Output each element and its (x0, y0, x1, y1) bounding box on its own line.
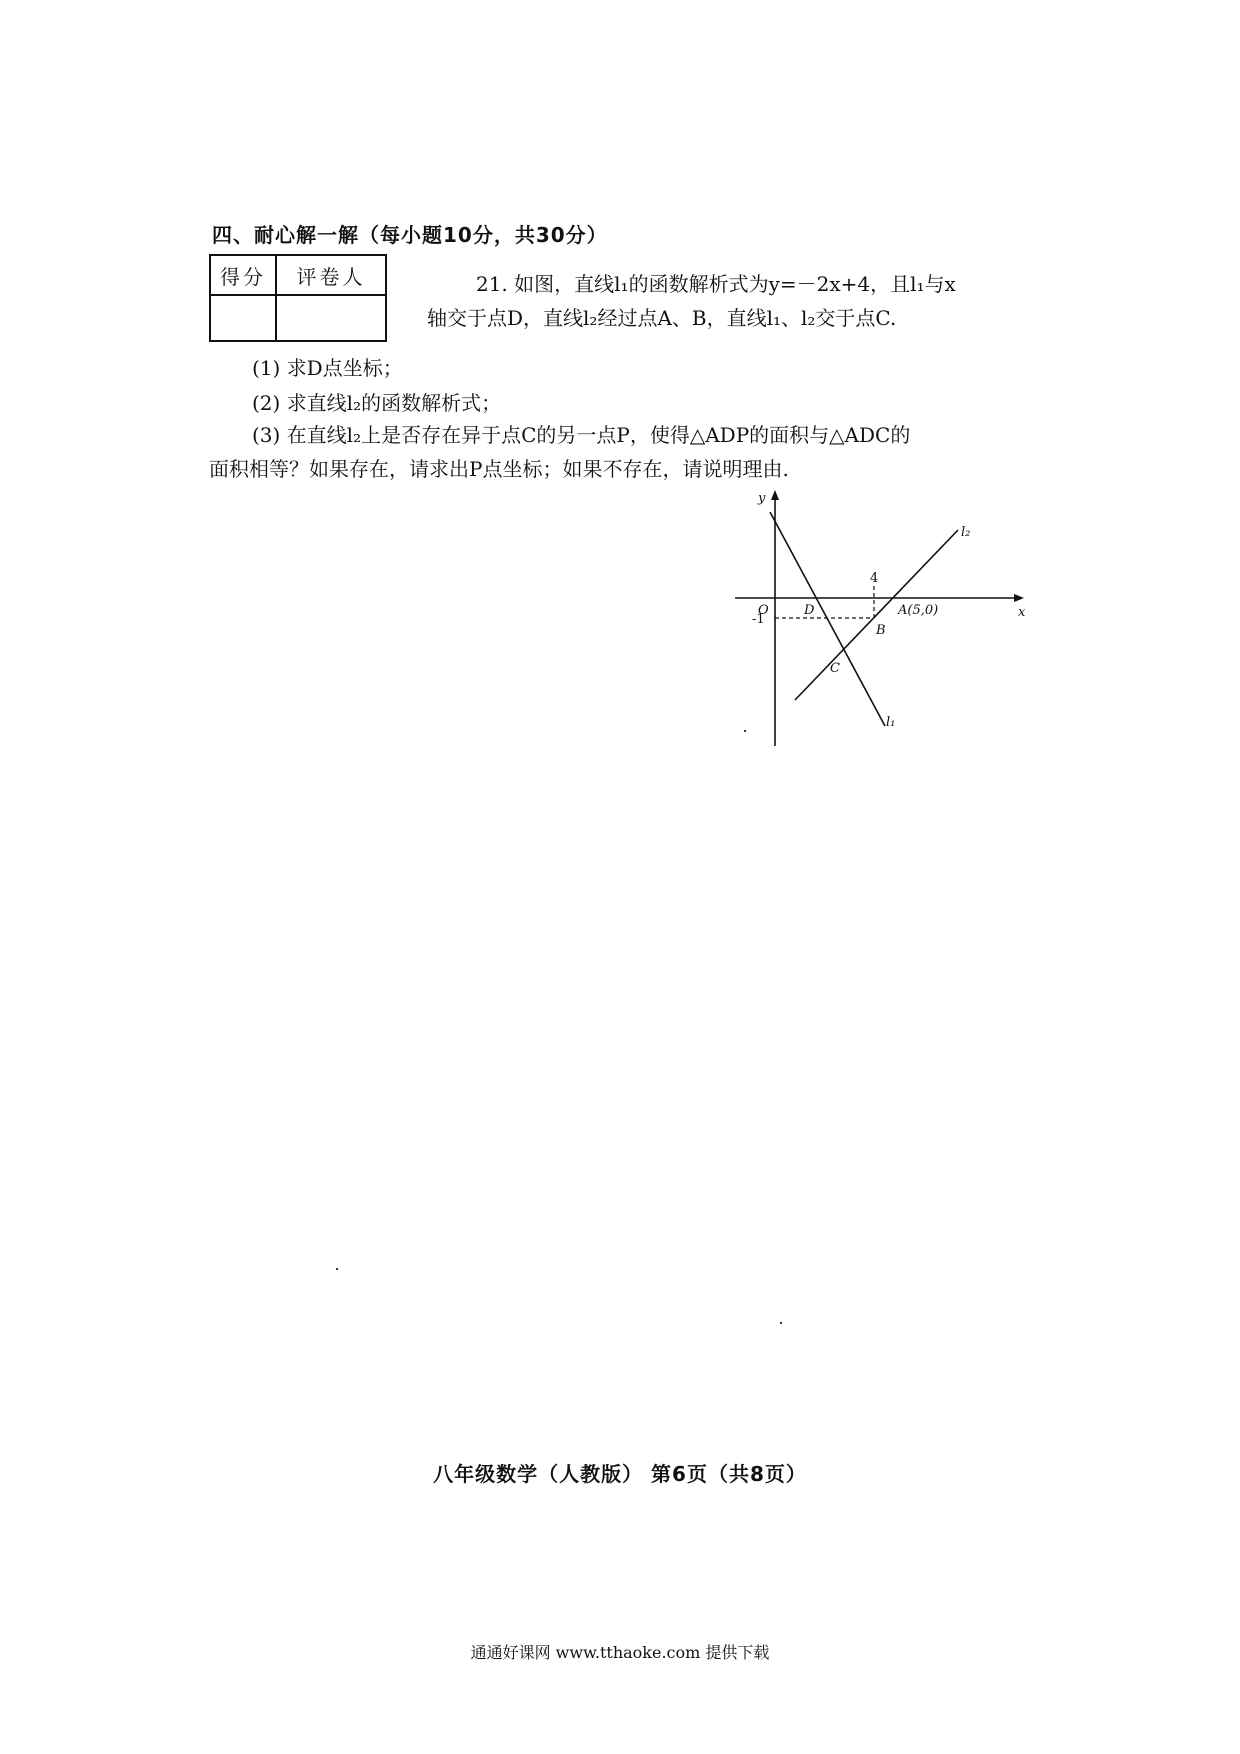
y-axis-arrow (771, 490, 779, 500)
point-d-label: D (804, 603, 815, 618)
coordinate-figure (720, 488, 1040, 750)
scan-speck (336, 1268, 338, 1270)
x-axis-label: x (1018, 605, 1026, 620)
source-footer: 通通好课网 www.tthaoke.com 提供下载 (470, 1643, 770, 1662)
page-footer: 八年级数学（人教版） 第6页（共8页） (433, 1462, 807, 1486)
y-axis-label: y (758, 491, 766, 506)
point-b-label: B (876, 623, 886, 638)
grader-header: 评卷人 (276, 255, 386, 295)
tick-y-label: -1 (752, 612, 765, 627)
grader-cell (276, 295, 386, 341)
x-axis-arrow (1014, 594, 1024, 602)
question-stem-line2: 轴交于点D，直线l₂经过点A、B，直线l₁、l₂交于点C. (427, 306, 897, 330)
scan-speck (780, 1322, 782, 1324)
origin-label: O (758, 603, 769, 618)
score-cell (210, 295, 276, 341)
question-part-2: (2) 求直线l₂的函数解析式； (252, 391, 502, 415)
line-l2-label: l₂ (961, 525, 971, 540)
point-c-label: C (830, 661, 840, 676)
question-part-3-line2: 面积相等？如果存在，请求出P点坐标；如果不存在，请说明理由. (209, 457, 789, 481)
point-a-label: A(5,0) (898, 603, 939, 618)
tick-x-label: 4 (870, 571, 879, 586)
question-part-1: (1) 求D点坐标； (252, 356, 403, 380)
line-l1 (770, 512, 885, 726)
score-table (209, 254, 387, 342)
scan-speck (744, 730, 746, 732)
question-stem-line1: 21. 如图，直线l₁的函数解析式为y=－2x+4，且l₁与x (476, 272, 956, 296)
score-header: 得分 (210, 255, 276, 295)
line-l1-label: l₁ (886, 715, 896, 730)
question-part-3-line1: (3) 在直线l₂上是否存在异于点C的另一点P，使得△ADP的面积与△ADC的 (252, 423, 911, 447)
section-heading: 四、耐心解一解（每小题10分，共30分） (212, 223, 608, 247)
